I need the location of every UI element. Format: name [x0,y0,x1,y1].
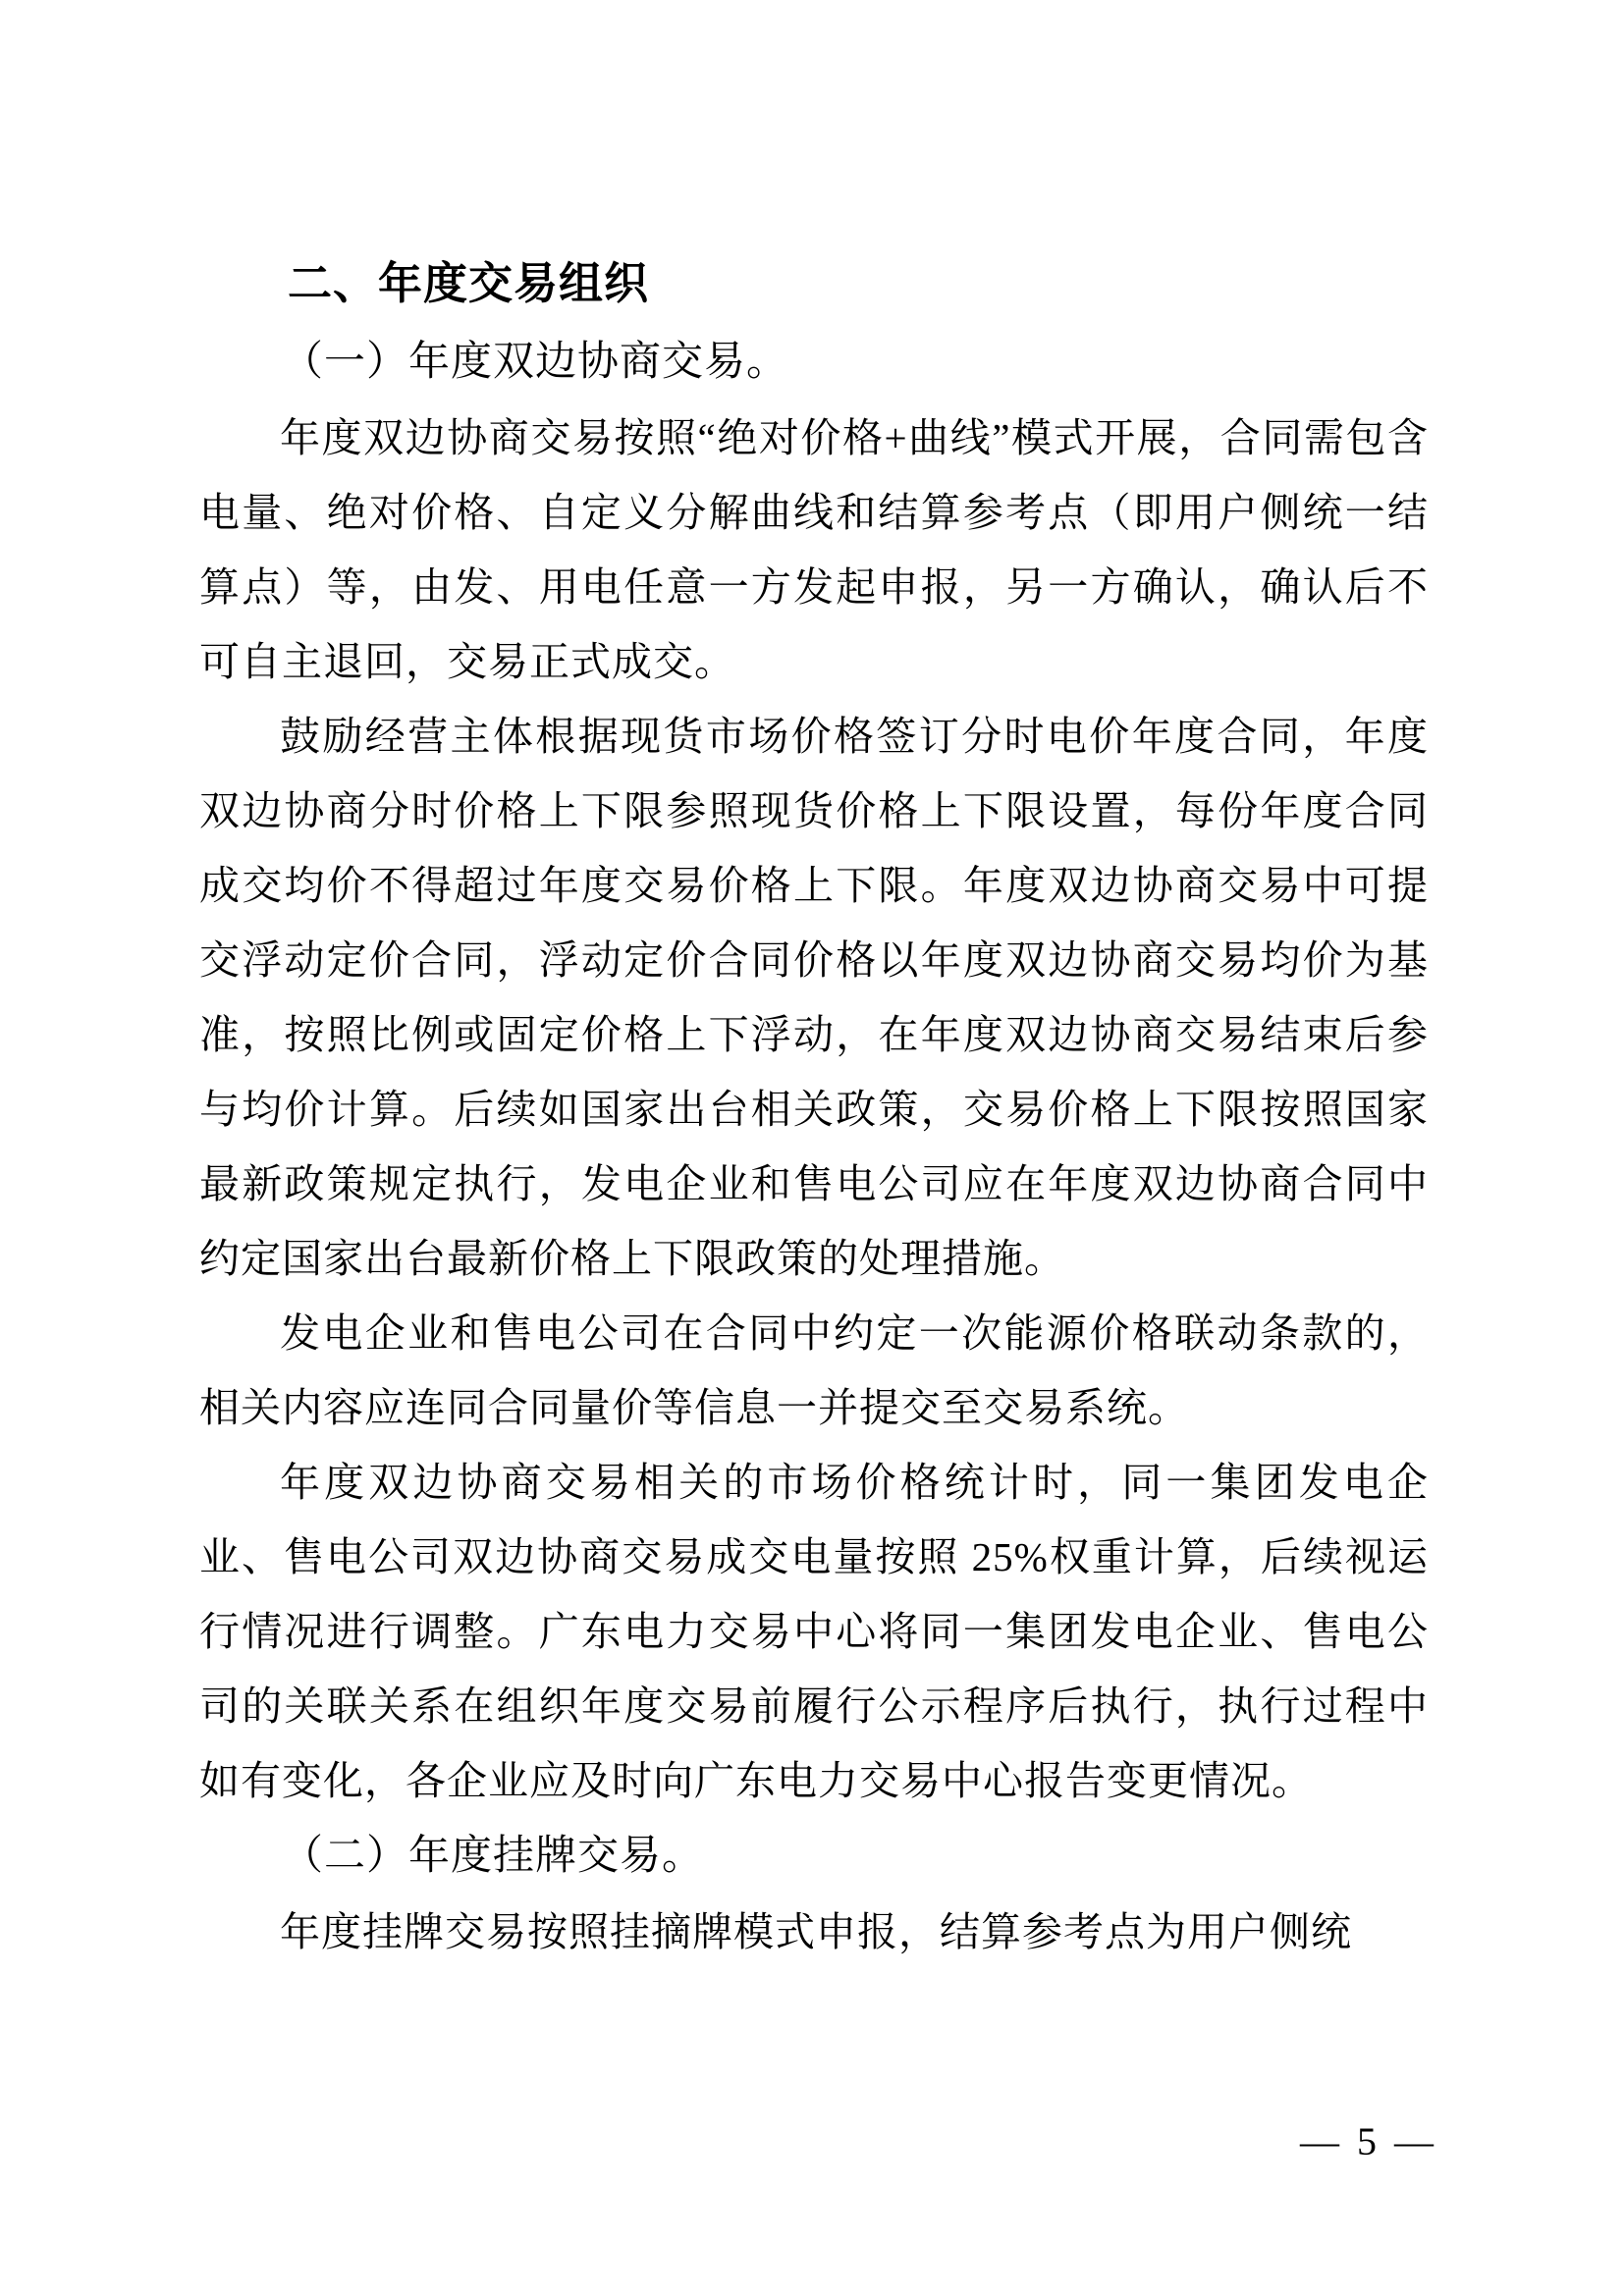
document-body [199,243,1429,1969]
section-heading: 二、年度交易组织 [288,258,650,308]
paragraph-bilateral-mode: 年度双边协商交易按照“绝对价格+曲线”模式开展，合同需包含电量、绝对价格、自定义分解曲线和结算参考点（即用户侧统一结算点）等，由发、用电任意一方发起申报，另一方确认，确认后不可自主退回，交易正式成交。 [199,415,1429,684]
page-number: — 5 — [1300,2119,1437,2163]
paragraph-listing-mode: 年度挂牌交易按照挂摘牌模式申报，结算参考点为用户侧统 [280,1909,1352,1954]
paragraph-energy-price-linkage: 发电企业和售电公司在合同中约定一次能源价格联动条款的，相关内容应连同合同量价等信息一并提交至交易系统。 [199,1310,1429,1430]
subsection-heading-annual-listing: （二）年度挂牌交易。 [282,1834,705,1879]
paragraph-market-price-statistics: 年度双边协商交易相关的市场价格统计时，同一集团发电企业、售电公司双边协商交易成交电量按照 25%权重计算，后续视运行情况进行调整。广东电力交易中心将同一集团发电企业、售电公司的关联关系在组织年度交易前履行公示程序后执行，执行过程中如有变化，各企业应及时向广东电力交易中心报告变更情况。 [199,1460,1429,1803]
subsection-heading-annual-bilateral: （一）年度双边协商交易。 [282,340,789,385]
paragraph-price-limits: 鼓励经营主体根据现货市场价格签订分时电价年度合同，年度双边协商分时价格上下限参照现货价格上下限设置，每份年度合同成交均价不得超过年度交易价格上下限。年度双边协商交易中可提交浮动定价合同，浮动定价合同价格以年度双边协商交易均价为基准，按照比例或固定价格上下浮动，在年度双边协商交易结束后参与均价计算。后续如国家出台相关政策，交易价格上下限按照国家最新政策规定执行，发电企业和售电公司应在年度双边协商合同中约定国家出台最新价格上下限政策的处理措施。 [199,714,1429,1281]
